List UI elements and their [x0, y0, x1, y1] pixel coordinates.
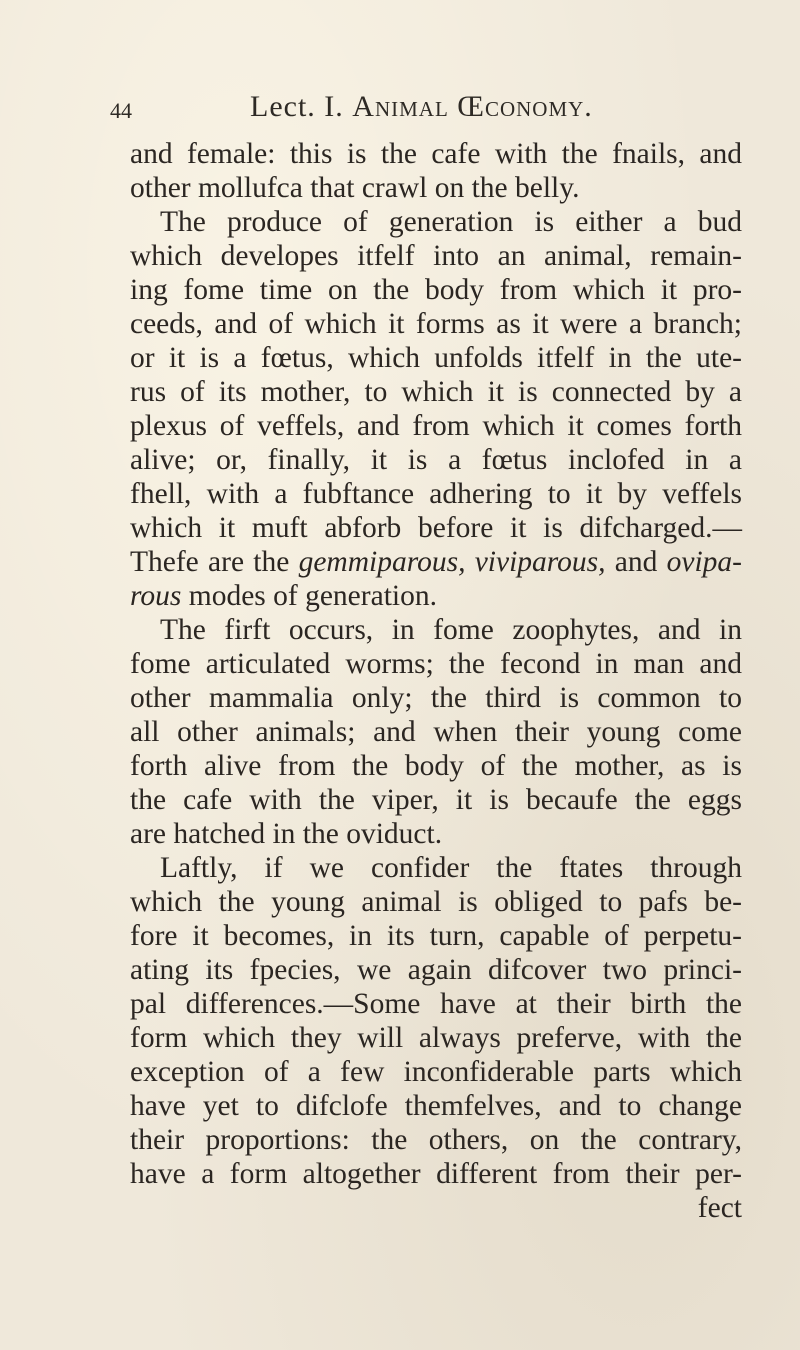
text-fragment: and [605, 546, 667, 578]
text-fragment: modes of generation. [181, 580, 437, 612]
text-line: have yet to difclofe themfelves, and to change [130, 1090, 742, 1122]
text-line: or it is a fœtus, which unfolds itfelf in the ute- [130, 342, 742, 374]
text-line: fhell, with a fubftance adhering to it by veffels [130, 478, 742, 510]
running-title-lect: Lect. I. [250, 90, 344, 123]
text-fragment: rous [130, 580, 182, 612]
text-line [130, 579, 742, 613]
page-number: 44 [110, 98, 132, 123]
text-line: have a form altogether different from their per- [130, 1158, 742, 1190]
text-line: all other animals; and when their young come [130, 716, 742, 748]
text-line: other mollufca that crawl on the belly. [130, 172, 580, 204]
text-fragment: ovipa- [666, 546, 742, 578]
text-line: form which they will always preferve, with the [130, 1022, 742, 1054]
text-line: which the young animal is obliged to pafs be- [130, 886, 742, 918]
text-line: fore it becomes, in its turn, capable of perpetu- [130, 920, 742, 952]
text-line: ceeds, and of which it forms as it were a branch; [130, 308, 742, 340]
running-header [110, 90, 730, 130]
text-line: The firft occurs, in fome zoophytes, and in [160, 614, 742, 646]
text-line: and female: this is the cafe with the fnails, and [130, 138, 742, 170]
text-line: ing fome time on the body from which it pro- [130, 274, 742, 306]
text-fragment: Thefe are the [130, 546, 299, 578]
text-fragment: gemmiparous, viviparous, [298, 546, 606, 578]
text-line: are hatched in the oviduct. [130, 818, 443, 850]
text-line: alive; or, finally, it is a fœtus inclofed in a [130, 444, 742, 476]
text-line: plexus of veffels, and from which it comes forth [130, 410, 742, 442]
running-title [250, 90, 593, 124]
text-line: ating its fpecies, we again difcover two princi- [130, 954, 742, 986]
text-line: The produce of generation is either a bud [160, 206, 742, 238]
text-line: their proportions: the others, on the contrary, [130, 1124, 742, 1156]
text-line: which it muft abforb before it is difcharged.— [130, 512, 742, 544]
running-title-rest: Animal Œconomy. [352, 90, 593, 123]
text-line: exception of a few inconfiderable parts which [130, 1056, 742, 1088]
body-text [130, 137, 742, 1225]
text-line: forth alive from the body of the mother, as is [130, 750, 742, 782]
text-line [130, 545, 742, 579]
text-line: other mammalia only; the third is common to [130, 682, 742, 714]
text-line: Laftly, if we confider the ftates through [160, 852, 742, 884]
text-line: which developes itfelf into an animal, remain- [130, 240, 742, 272]
text-line: rus of its mother, to which it is connected by a [130, 376, 742, 408]
catchword: fect [697, 1192, 742, 1224]
text-line: fome articulated worms; the fecond in man and [130, 648, 742, 680]
text-line: pal differences.—Some have at their birth the [130, 988, 742, 1020]
text-line: the cafe with the viper, it is becaufe the eggs [130, 784, 742, 816]
